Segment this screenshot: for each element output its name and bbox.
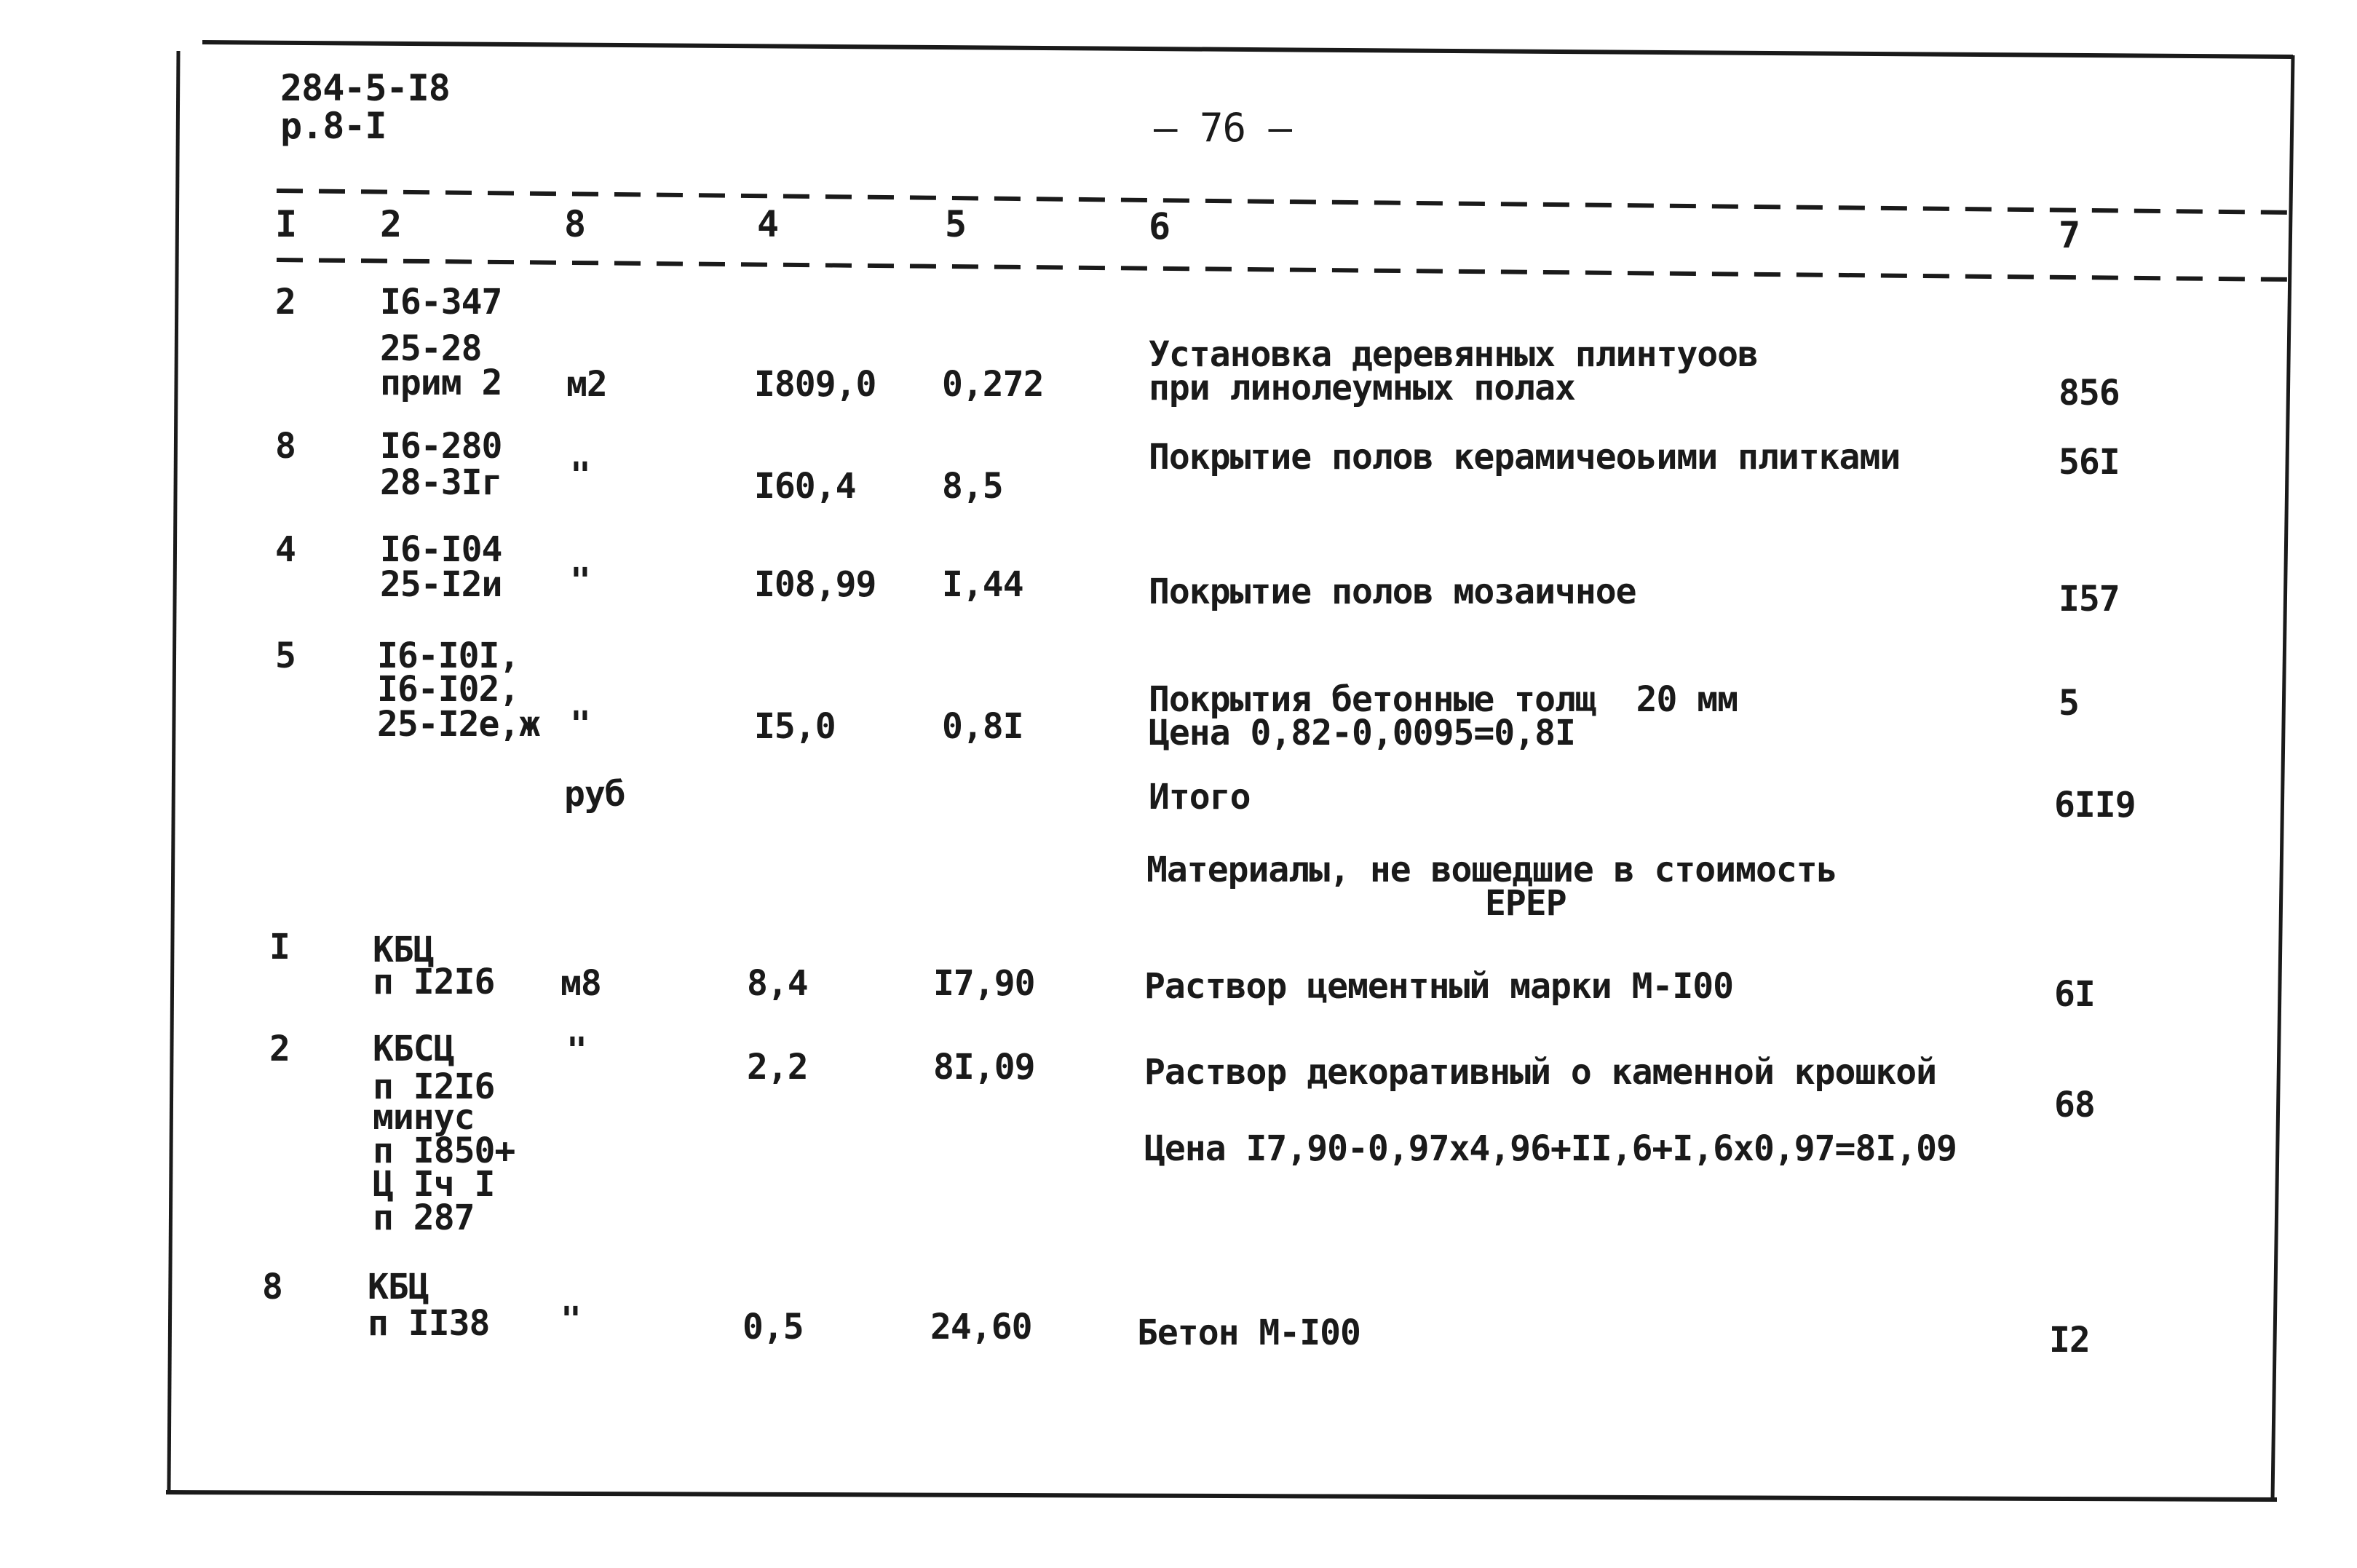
row-code-line: 28-3Iг (380, 462, 502, 503)
row-total: I57 (2059, 579, 2120, 619)
column-header-2: 2 (380, 203, 402, 245)
row-code-line: КБСЦ (373, 1029, 454, 1069)
row-total: 68 (2054, 1085, 2095, 1125)
row-number: 2 (275, 282, 296, 322)
row-quantity: 0,5 (742, 1307, 804, 1347)
row-quantity: I08,99 (754, 564, 876, 605)
row-code-line: I6-347 (380, 282, 502, 322)
row-total: 856 (2059, 373, 2120, 413)
row-quantity: I5,0 (754, 706, 836, 747)
row-number: 4 (275, 529, 296, 570)
row-code-line: п 287 (373, 1197, 475, 1238)
section-heading-line: ЕРЕР (1485, 883, 1566, 924)
column-header-3: 8 (564, 203, 586, 245)
row-number: I (269, 927, 290, 967)
row-price: 0,272 (942, 364, 1044, 405)
row-number: 8 (262, 1267, 282, 1307)
row-price: 8I,09 (933, 1047, 1035, 1088)
row-total: 6I (2054, 974, 2095, 1015)
row-code-line: прим 2 (380, 363, 502, 403)
row-description-line: Бетон М-I00 (1137, 1312, 1360, 1353)
row-code-line: 25-I2e,ж (377, 704, 540, 745)
header-dashed-line-bottom (277, 260, 2293, 280)
page-number: — 76 — (1154, 105, 1292, 151)
row-price: 24,60 (930, 1307, 1032, 1347)
row-total: I2 (2049, 1320, 2090, 1361)
row-unit: " (566, 1030, 587, 1071)
row-code-line: п I2I6 (373, 962, 495, 1002)
row-total: 56I (2059, 442, 2120, 483)
row-price: I,44 (942, 564, 1023, 605)
row-quantity: 2,2 (747, 1047, 808, 1088)
row-code-line: п I2I6 (373, 1066, 495, 1107)
doc-code-line2: р.8-I (280, 105, 387, 147)
frame-left-line (169, 51, 178, 1491)
row-description-line: Покрытия бетонные толщ 20 мм (1149, 679, 1738, 720)
section-heading-line: Материалы, не вошедшие в стоимость (1146, 850, 1837, 890)
row-quantity: 8,4 (747, 963, 808, 1004)
row-description-line: Цена 0,82-0,0095=0,8I (1149, 713, 1575, 753)
row-description-line: Итого (1149, 777, 1251, 817)
row-price: I7,90 (933, 963, 1035, 1004)
row-code-line: п II38 (368, 1303, 490, 1344)
row-code-line: 25-28 (380, 328, 482, 369)
row-code-line: I6-280 (380, 426, 502, 467)
row-unit: м2 (566, 364, 607, 405)
row-description-line: Цена I7,90-0,97х4,96+II,6+I,6х0,97=8I,09 (1144, 1128, 1957, 1169)
column-header-5: 5 (945, 203, 967, 245)
row-price: 0,8I (942, 706, 1023, 747)
row-description-line: Раствор декоративный о каменной крошкой (1144, 1052, 1937, 1093)
column-header-4: 4 (757, 203, 779, 245)
column-header-1: I (275, 203, 297, 245)
row-code-line: КБЦ (368, 1267, 429, 1307)
row-code-line: Ц Iч I (373, 1164, 495, 1205)
row-code-line: КБЦ (373, 930, 434, 970)
frame-right-line (2273, 55, 2293, 1500)
row-code-line: I6-I04 (380, 529, 502, 570)
row-description-line: Установка деревянных плинтуоов (1149, 334, 1758, 375)
row-description-line: Раствор цементный марки М-I00 (1144, 966, 1734, 1007)
row-number: 5 (275, 635, 296, 676)
row-code-line: 25-I2и (380, 564, 502, 605)
row-code-line: I6-I0I, (377, 635, 520, 676)
row-unit: " (570, 704, 590, 745)
column-header-6: 6 (1149, 205, 1170, 248)
row-unit: " (570, 561, 590, 601)
row-unit: м8 (560, 963, 601, 1004)
row-number: 8 (275, 426, 296, 467)
row-quantity: I809,0 (754, 364, 876, 405)
row-price: 8,5 (942, 466, 1003, 507)
column-header-7: 7 (2059, 214, 2080, 256)
row-number: 2 (269, 1029, 290, 1069)
row-description-line: при линолеумных полах (1149, 368, 1575, 408)
row-total: 6II9 (2054, 785, 2136, 825)
row-unit: " (560, 1299, 581, 1340)
frame-bottom-line (166, 1492, 2277, 1500)
row-description-line: Покрытие полов мозаичное (1149, 571, 1636, 612)
row-unit: руб (564, 774, 625, 815)
row-code-line: I6-I02, (377, 669, 520, 710)
row-code-line: п I850+ (373, 1131, 515, 1171)
row-code-line: минус (373, 1097, 475, 1138)
doc-code-line1: 284-5-I8 (280, 67, 450, 109)
row-description-line: Покрытие полов керамичеоьими плитками (1149, 437, 1901, 478)
row-unit: " (570, 455, 590, 496)
row-total: 5 (2059, 683, 2079, 724)
row-quantity: I60,4 (754, 466, 856, 507)
frame-top-line (202, 42, 2293, 57)
